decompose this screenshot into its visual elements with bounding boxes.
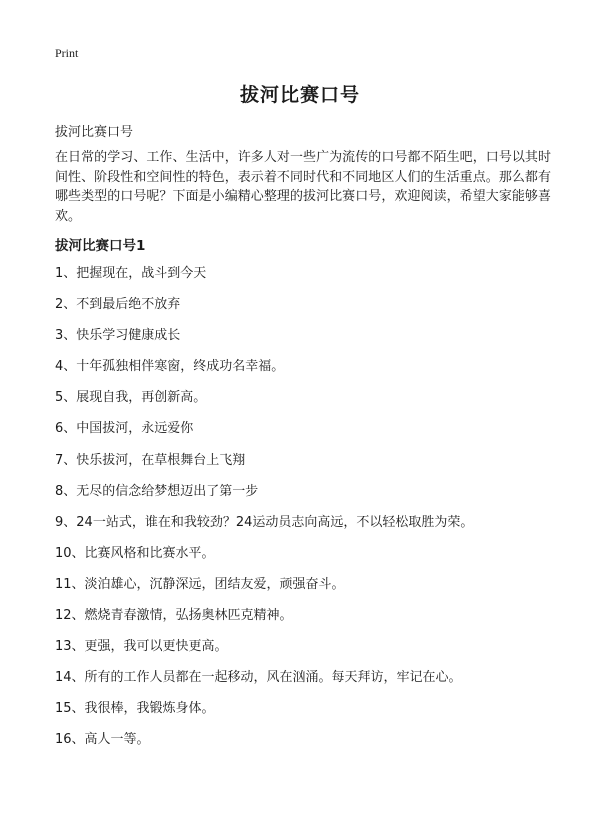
slogan-item: 5、展现自我，再创新高。 (55, 390, 207, 406)
slogan-item: 16、高人一等。 (55, 732, 150, 748)
slogan-item: 7、快乐拔河，在草根舞台上飞翔 (55, 452, 246, 468)
slogan-item: 6、中国拔河，永远爱你 (55, 421, 194, 437)
slogan-item: 1、把握现在，战斗到今天 (55, 266, 207, 281)
slogan-item: 2、不到最后绝不放弃 (55, 297, 181, 313)
slogan-item: 4、十年孤独相伴寒窗，终成功名幸福。 (55, 359, 285, 375)
print-link[interactable]: Print (55, 46, 79, 60)
document-subtitle: 拔河比赛口号 (55, 125, 134, 140)
slogan-item: 8、无尽的信念给梦想迈出了第一步 (55, 483, 259, 499)
slogan-item: 13、更强，我可以更快更高。 (55, 639, 228, 655)
slogan-item: 15、我很棒，我锻炼身体。 (55, 701, 215, 717)
intro-paragraph: 在日常的学习、工作、生活中，许多人对一些广为流传的口号都不陌生吧，口号以其时间性、阶段性和空间性的特色，表示着不同时代和不同地区人们的生活重点。那么都有哪些类型的口号呢？下面是小编精心整理的拔河比赛口号，欢迎阅读，希望大家能够喜欢。 (55, 150, 551, 224)
section-heading: 拔河比赛口号1 (55, 238, 146, 254)
slogan-item: 12、燃烧青春激情，弘扬奥林匹克精神。 (55, 608, 293, 624)
slogan-item: 14、所有的工作人员都在一起移动，风在汹涌。每天拜访，牢记在心。 (55, 670, 462, 686)
slogan-item: 11、淡泊雄心，沉静深远，团结友爱，顽强奋斗。 (55, 576, 345, 592)
document-title: 拔河比赛口号 (239, 84, 360, 106)
slogan-item: 9、24一站式，谁在和我较劲？24运动员志向高远，不以轻松取胜为荣。 (55, 514, 474, 530)
slogan-list (55, 264, 555, 762)
slogan-item: 10、比赛风格和比赛水平。 (55, 545, 215, 561)
slogan-item: 3、快乐学习健康成长 (55, 328, 181, 344)
